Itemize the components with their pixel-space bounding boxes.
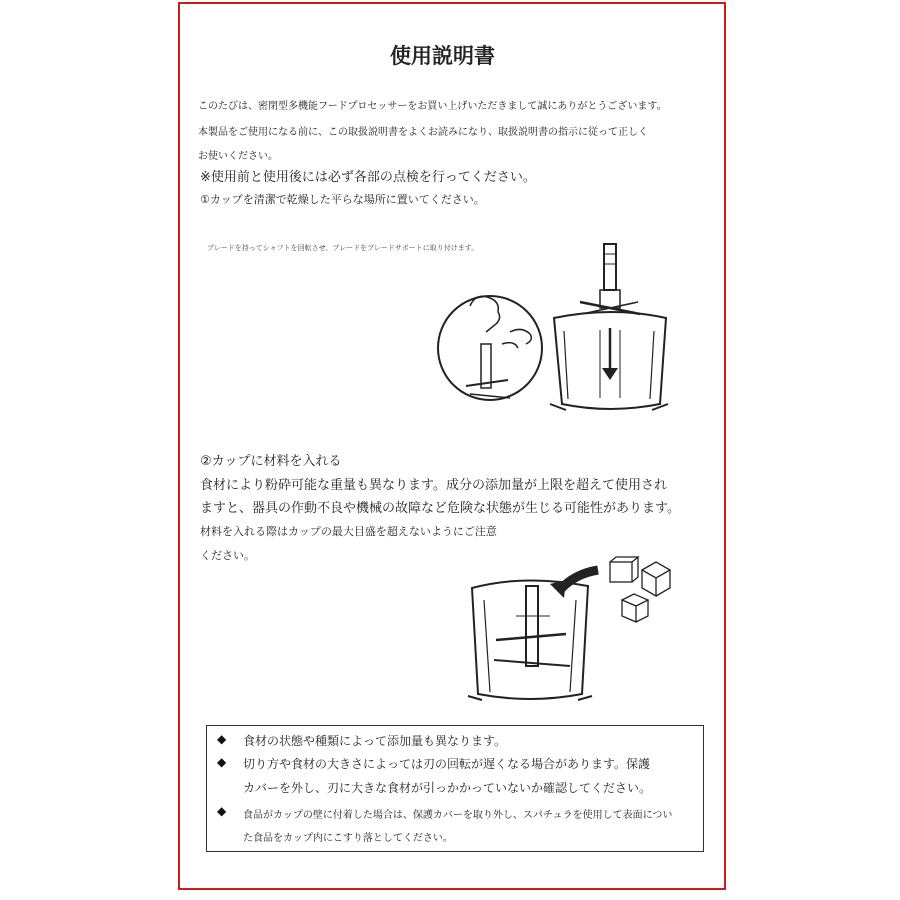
note-item-1: 食材の状態や種類によって添加量も異なります。 bbox=[243, 734, 507, 748]
note-item-3b: た食品をカップ内にこすり落としてください。 bbox=[243, 833, 453, 844]
step2-line-3: 材料を入れる際はカップの最大目盛を超えないようにご注意 bbox=[200, 525, 497, 538]
step2-heading: ②カップに材料を入れる bbox=[200, 454, 342, 469]
blade-attach-illustration-icon bbox=[432, 236, 672, 436]
intro-line-2: 本製品をご使用になる前に、この取扱説明書をよくお読みになり、取扱説明書の指示に従って正しく bbox=[198, 127, 648, 138]
step2-line-2: ますと、器具の作動不良や機械の故障など危険な状態が生じる可能性があります。 bbox=[200, 501, 680, 516]
intro-line-3: お使いください。 bbox=[198, 151, 278, 162]
step2-line-1: 食材により粉砕可能な重量も異なります。成分の添加量が上限を超えて使用され bbox=[200, 478, 667, 493]
ingredients-into-cup-illustration-icon bbox=[466, 556, 686, 706]
step1-text: ①カップを清潔で乾燥した平らな場所に置いてください。 bbox=[200, 193, 485, 206]
figure1-caption: ブレードを持ってシャフトを回転させ、ブレードをブレードサポートに取り付けます。 bbox=[207, 244, 479, 252]
bullet-diamond-icon: ◆ bbox=[217, 804, 227, 818]
notes-box bbox=[206, 725, 704, 852]
note-item-2a: 切り方や食材の大きさによっては刃の回転が遅くなる場合があります。保護 bbox=[243, 757, 651, 771]
note-item-3a: 食品がカップの壁に付着した場合は、保護カバーを取り外し、スパチュラを使用して表面につい bbox=[243, 810, 673, 821]
intro-line-1: このたびは、密閉型多機能フードプロセッサーをお買い上げいただきまして誠にありがとうございます。 bbox=[198, 101, 667, 112]
step2-line-4: ください。 bbox=[200, 549, 255, 562]
notice-heading: ※使用前と使用後には必ず各部の点検を行ってください。 bbox=[200, 170, 536, 185]
bullet-diamond-icon: ◆ bbox=[217, 732, 227, 746]
page-title: 使用説明書 bbox=[390, 44, 495, 68]
note-item-2b: カバーを外し、刃に大きな食材が引っかかっていないか確認してください。 bbox=[243, 781, 652, 795]
bullet-diamond-icon: ◆ bbox=[217, 755, 227, 769]
